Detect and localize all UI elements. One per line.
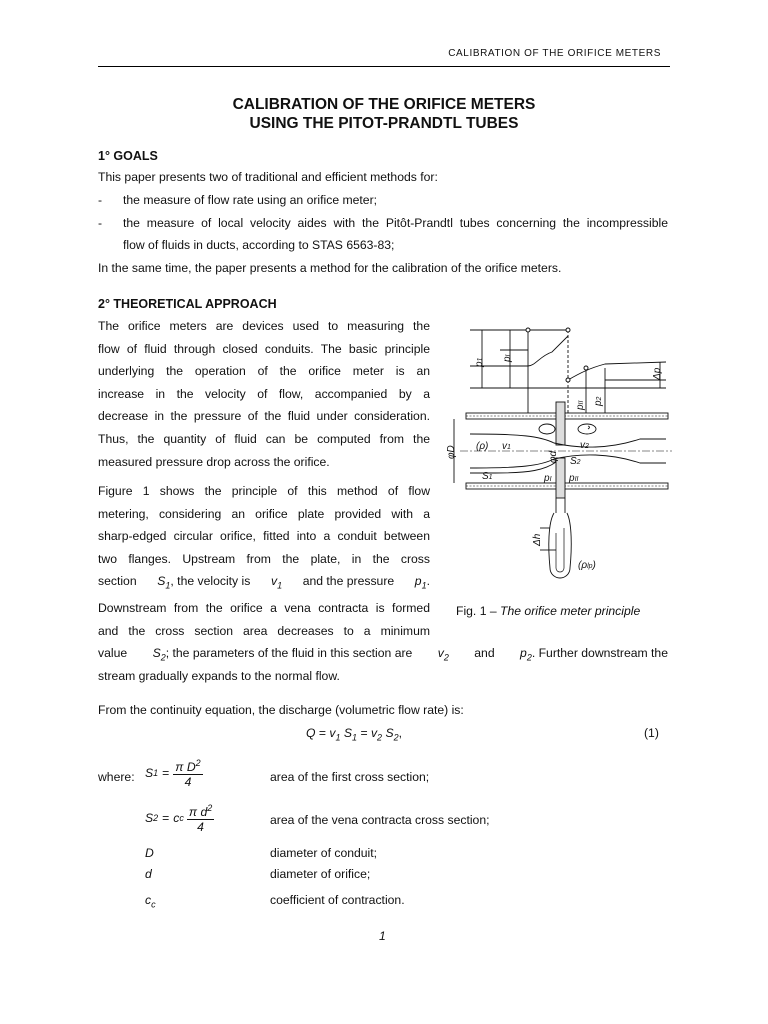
label-S1-sub: 1 (488, 474, 493, 481)
svg-text:pII (575, 400, 586, 411)
subscript: 2 (443, 652, 449, 663)
section-theory-heading: 2° THEORETICAL APPROACH (98, 297, 277, 311)
svg-text:pII (568, 473, 579, 484)
symbol: d (200, 805, 208, 820)
text-line: Downstream from the orifice a vena contracta is formed (98, 601, 430, 616)
label-S2-sub: 2 (576, 459, 581, 466)
symbol: v (370, 726, 378, 740)
bullet-marker: - (98, 216, 103, 230)
symbol: S (145, 810, 154, 825)
superscript: 2 (195, 758, 201, 768)
page-number: 1 (379, 929, 386, 943)
symbol: v (437, 646, 444, 660)
text: value (98, 646, 128, 660)
label-pi-bottom-sub: I (549, 476, 552, 483)
text: section (98, 574, 137, 589)
subscript: 1 (335, 732, 341, 743)
svg-text:pI (543, 473, 552, 484)
subscript: 2 (160, 652, 166, 663)
symbol: S (385, 726, 394, 740)
symbol: S (152, 646, 161, 660)
comma: , (398, 726, 402, 740)
fraction (187, 801, 214, 834)
goals-bullet-2-line1: the measure of local velocity aides with the Pitôt-Prandtl tubes concerning the incompressible (123, 216, 668, 230)
goals-closing: In the same time, the paper presents a method for the calibration of the orifice meters. (98, 261, 562, 275)
subscript: 1 (165, 580, 171, 591)
text: , the velocity is (170, 574, 251, 589)
running-header: CALIBRATION OF THE ORIFICE METERS (448, 48, 661, 59)
pi: π (188, 805, 198, 820)
symbol: v (270, 574, 278, 589)
def-symbol-cc (145, 889, 156, 916)
label-rho: (ρ) (476, 441, 489, 452)
theory-paragraph-2 (98, 480, 430, 643)
fraction (173, 756, 202, 789)
symbol: p (414, 574, 422, 589)
label-pi: p (502, 356, 513, 362)
text-line: metering, considering an orifice plate provided with a (98, 506, 430, 521)
continuity-intro: From the continuity equation, the discharge (volumetric flow rate) is: (98, 703, 464, 717)
label-rho-lp-sub: lp (587, 563, 593, 570)
goals-intro: This paper presents two of traditional and efficient methods for: (98, 170, 438, 184)
label-v1-sub: 1 (507, 444, 511, 451)
label-p2: p (593, 400, 604, 406)
label-pii: p (575, 404, 586, 410)
pi: π (175, 760, 184, 775)
def-desc-cc: coefficient of contraction. (270, 893, 405, 907)
symbol: S (145, 765, 154, 780)
equals: = (162, 765, 170, 780)
label-pi-sub: I (505, 354, 512, 357)
subscript: 1 (153, 767, 159, 778)
text: . (426, 574, 430, 589)
denominator: 4 (184, 775, 192, 790)
svg-text:p2 (593, 396, 604, 407)
symbol: D (186, 760, 196, 775)
svg-text:v1 (502, 441, 511, 452)
subscript: 2 (153, 812, 159, 823)
document-title-line1: CALIBRATION OF THE ORIFICE METERS (232, 96, 536, 113)
label-p2-sub: 2 (596, 396, 603, 401)
label-pii-sub: II (578, 400, 585, 405)
bullet-marker: - (98, 193, 103, 207)
subscript: 1 (352, 732, 358, 743)
label-p1-sub: 1 (477, 357, 484, 362)
figure-caption (456, 604, 640, 618)
text-line (98, 570, 430, 597)
equals: = (360, 726, 368, 740)
symbol: Q (306, 726, 316, 740)
equation-number: (1) (644, 726, 659, 740)
def-symbol-D: D (145, 846, 154, 860)
subscript: 2 (377, 732, 383, 743)
orifice-meter-figure (440, 318, 672, 590)
section-goals-heading: 1° GOALS (98, 149, 158, 163)
s2-formula (145, 801, 214, 834)
label-rho-lp: (ρ (578, 560, 588, 571)
where-label: where: (98, 770, 135, 784)
text-line: The orifice meters are devices used to measuring the (98, 319, 430, 333)
label-delta-p: Δp (652, 367, 663, 380)
label-rho-lp-close: ) (592, 560, 596, 571)
subscript: 1 (421, 580, 427, 591)
text-line: increase in the velocity of flow, accompanied by a (98, 386, 430, 401)
s1-formula (145, 756, 203, 789)
subscript: 1 (277, 580, 283, 591)
superscript: 2 (207, 803, 213, 813)
text-line: flow of fluid through closed conduits. The basic principle (98, 341, 430, 356)
text-line: sharp-edged circular orifice, fitted into a conduit between (98, 529, 430, 544)
theory-paragraph-1 (98, 315, 430, 473)
equals: = (162, 810, 170, 825)
caption-title: The orifice meter principle (500, 604, 641, 618)
text: . Further downstream the (531, 646, 668, 660)
goals-bullet-1: the measure of flow rate using an orifice meter; (123, 193, 378, 207)
label-d: φd (548, 450, 559, 463)
def-desc-d: diameter of orifice; (270, 867, 371, 881)
subscript: c (179, 812, 184, 823)
equals: = (318, 726, 326, 740)
text-line: measured pressure drop across the orifice. (98, 454, 330, 469)
label-p1: p (474, 361, 485, 367)
text-line: decrease in the pressure of the fluid under consideration. (98, 409, 430, 424)
symbol: S (157, 574, 166, 589)
header-rule (98, 66, 670, 67)
label-delta-h: Δh (532, 533, 543, 546)
text-line: Figure 1 shows the principle of this method of flow (98, 484, 430, 498)
symbol: S (343, 726, 353, 740)
label-v1: v (502, 441, 507, 452)
symbol: c (145, 893, 152, 907)
text: ; the parameters of the fluid in this section are (165, 646, 413, 660)
label-S2: S (570, 456, 577, 467)
text: and the pressure (302, 574, 395, 589)
text-line: two flanges. Upstream from the plate, in the cross (98, 551, 430, 566)
label-v2: v (580, 440, 585, 451)
label-pii-bottom: p (569, 473, 575, 484)
symbol: c (173, 810, 180, 825)
text-line: Thus, the quantity of fluid can be computed from the (98, 431, 430, 446)
caption-prefix: Fig. 1 – (456, 604, 501, 618)
label-pi-bottom: p (544, 473, 550, 484)
label-D: φD (446, 445, 457, 459)
label-pii-bottom-sub: II (574, 476, 579, 483)
denominator: 4 (197, 820, 204, 835)
svg-text:pI (502, 354, 513, 363)
equation-1 (306, 722, 402, 749)
svg-text:(ρlp) (578, 560, 596, 571)
s2-description: area of the vena contracta cross section; (270, 813, 490, 827)
text-line: and the cross section area decreases to a minimum (98, 624, 430, 638)
svg-text:p1 (474, 357, 485, 368)
goals-bullet-2-line2: flow of fluids in ducts, according to STAS 6563-83; (123, 238, 395, 252)
text: and (474, 646, 495, 660)
def-desc-D: diameter of conduit; (270, 846, 378, 860)
label-v2-sub: 2 (585, 443, 589, 450)
theory-line-expands: stream gradually expands to the normal flow. (98, 669, 340, 683)
s1-description: area of the first cross section; (270, 770, 430, 784)
document-title-line2: USING THE PITOT-PRANDTL TUBES (249, 115, 519, 132)
subscript: 2 (393, 732, 399, 743)
svg-text:S2 (570, 456, 581, 467)
symbol: v (329, 726, 336, 740)
svg-text:v2 (580, 440, 589, 451)
def-symbol-d: d (145, 867, 152, 881)
subscript: c (151, 899, 156, 910)
subscript: 2 (526, 652, 532, 663)
text-line: underlying the operation of the orifice meter is an (98, 364, 430, 379)
symbol: p (520, 646, 527, 660)
label-S1: S (482, 471, 489, 482)
